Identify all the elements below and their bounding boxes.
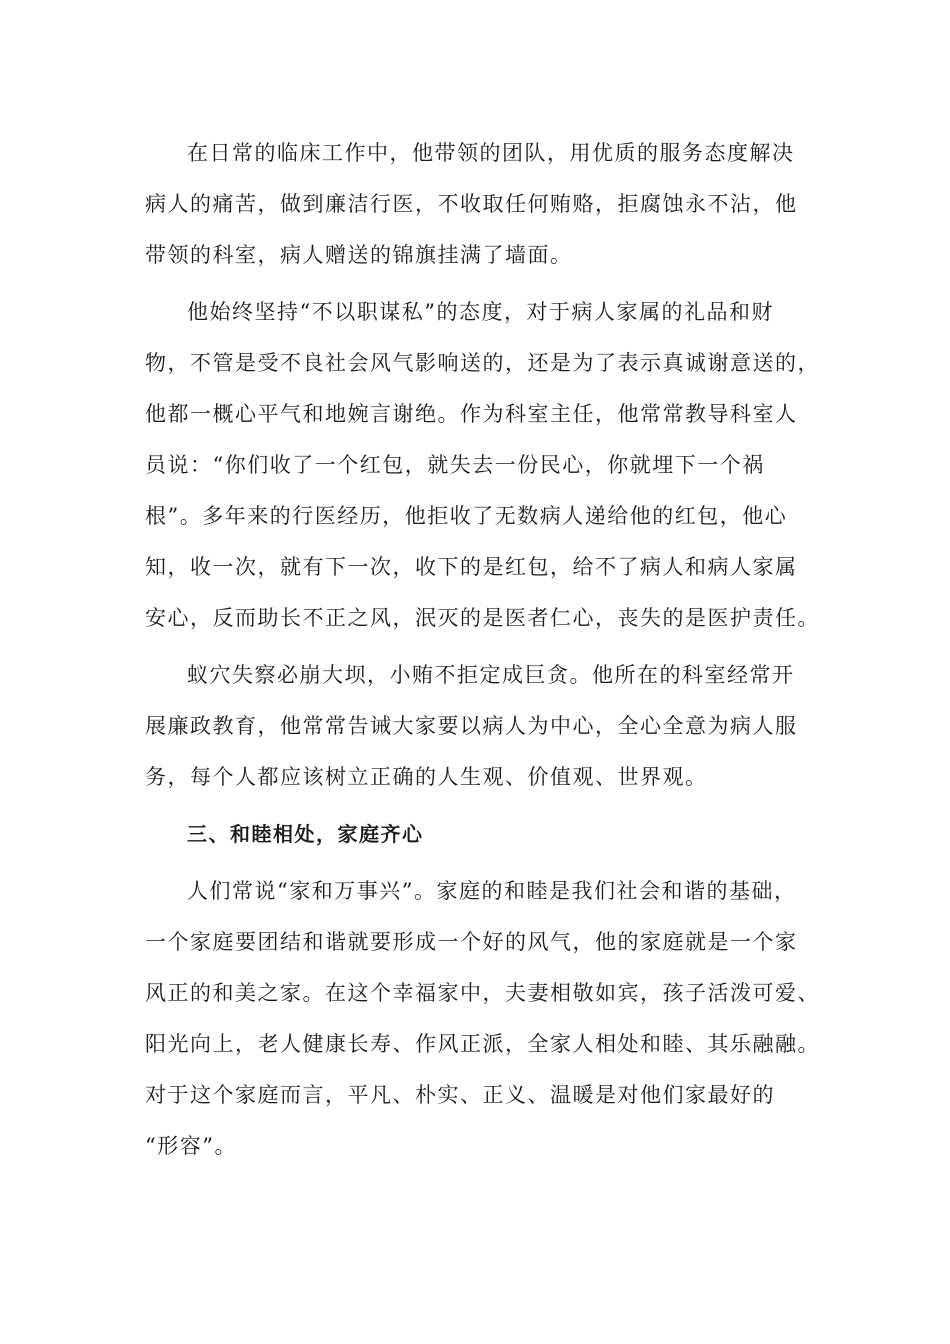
text-line: 他都一概心平气和地婉言谢绝。作为科室主任，他常常教导科室人 — [145, 402, 798, 426]
text-line: 他始终坚持“不以职谋私”的态度，对于病人家属的礼品和财 — [187, 300, 774, 324]
text-line: 展廉政教育，他常常告诫大家要以病人为中心，全心全意为病人服 — [145, 714, 798, 738]
text-line: 人们常说“家和万事兴”。家庭的和睦是我们社会和谐的基础， — [187, 879, 797, 903]
document-body — [145, 128, 820, 1178]
text-line: “形容”。 — [145, 1134, 237, 1158]
text-line: 阳光向上，老人健康长寿、作风正派，全家人相处和睦、其乐融融。 — [145, 1032, 820, 1056]
paragraph-integrity — [145, 287, 820, 644]
text-line: 知，收一次，就有下一次，收下的是红包，给不了病人和病人家属 — [145, 555, 798, 579]
paragraph-clinical-work — [145, 128, 817, 281]
text-line: 员说：“你们收了一个红包，就失去一份民心，你就埋下一个祸 — [145, 453, 765, 477]
text-line: 对于这个家庭而言，平凡、朴实、正义、温暖是对他们家最好的 — [145, 1083, 775, 1107]
section-heading — [145, 809, 817, 860]
text-line: 在日常的临床工作中，他带领的团队，用优质的服务态度解决 — [187, 141, 795, 165]
text-line: 根”。多年来的行医经历，他拒收了无数病人递给他的红包，他心 — [145, 504, 788, 528]
text-line: 带领的科室，病人赠送的锦旗挂满了墙面。 — [145, 243, 573, 267]
paragraph-family-harmony — [145, 866, 820, 1172]
paragraph-anti-corruption — [145, 650, 817, 803]
text-line: 物，不管是受不良社会风气影响送的，还是为了表示真诚谢意送的， — [145, 351, 820, 375]
heading-text: 三、和睦相处，家庭齐心 — [187, 822, 424, 846]
text-line: 安心，反而助长不正之风，泯灭的是医者仁心，丧失的是医护责任。 — [145, 606, 820, 630]
text-line: 风正的和美之家。在这个幸福家中，夫妻相敬如宾，孩子活泼可爱、 — [145, 981, 820, 1005]
text-line: 病人的痛苦，做到廉洁行医，不收取任何贿赂，拒腐蚀永不沾，他 — [145, 192, 798, 216]
text-line: 一个家庭要团结和谐就要形成一个好的风气，他的家庭就是一个家 — [145, 930, 798, 954]
text-line: 蚁穴失察必崩大坝，小贿不拒定成巨贪。他所在的科室经常开 — [187, 663, 795, 687]
text-line: 务，每个人都应该树立正确的人生观、价值观、世界观。 — [145, 765, 708, 789]
